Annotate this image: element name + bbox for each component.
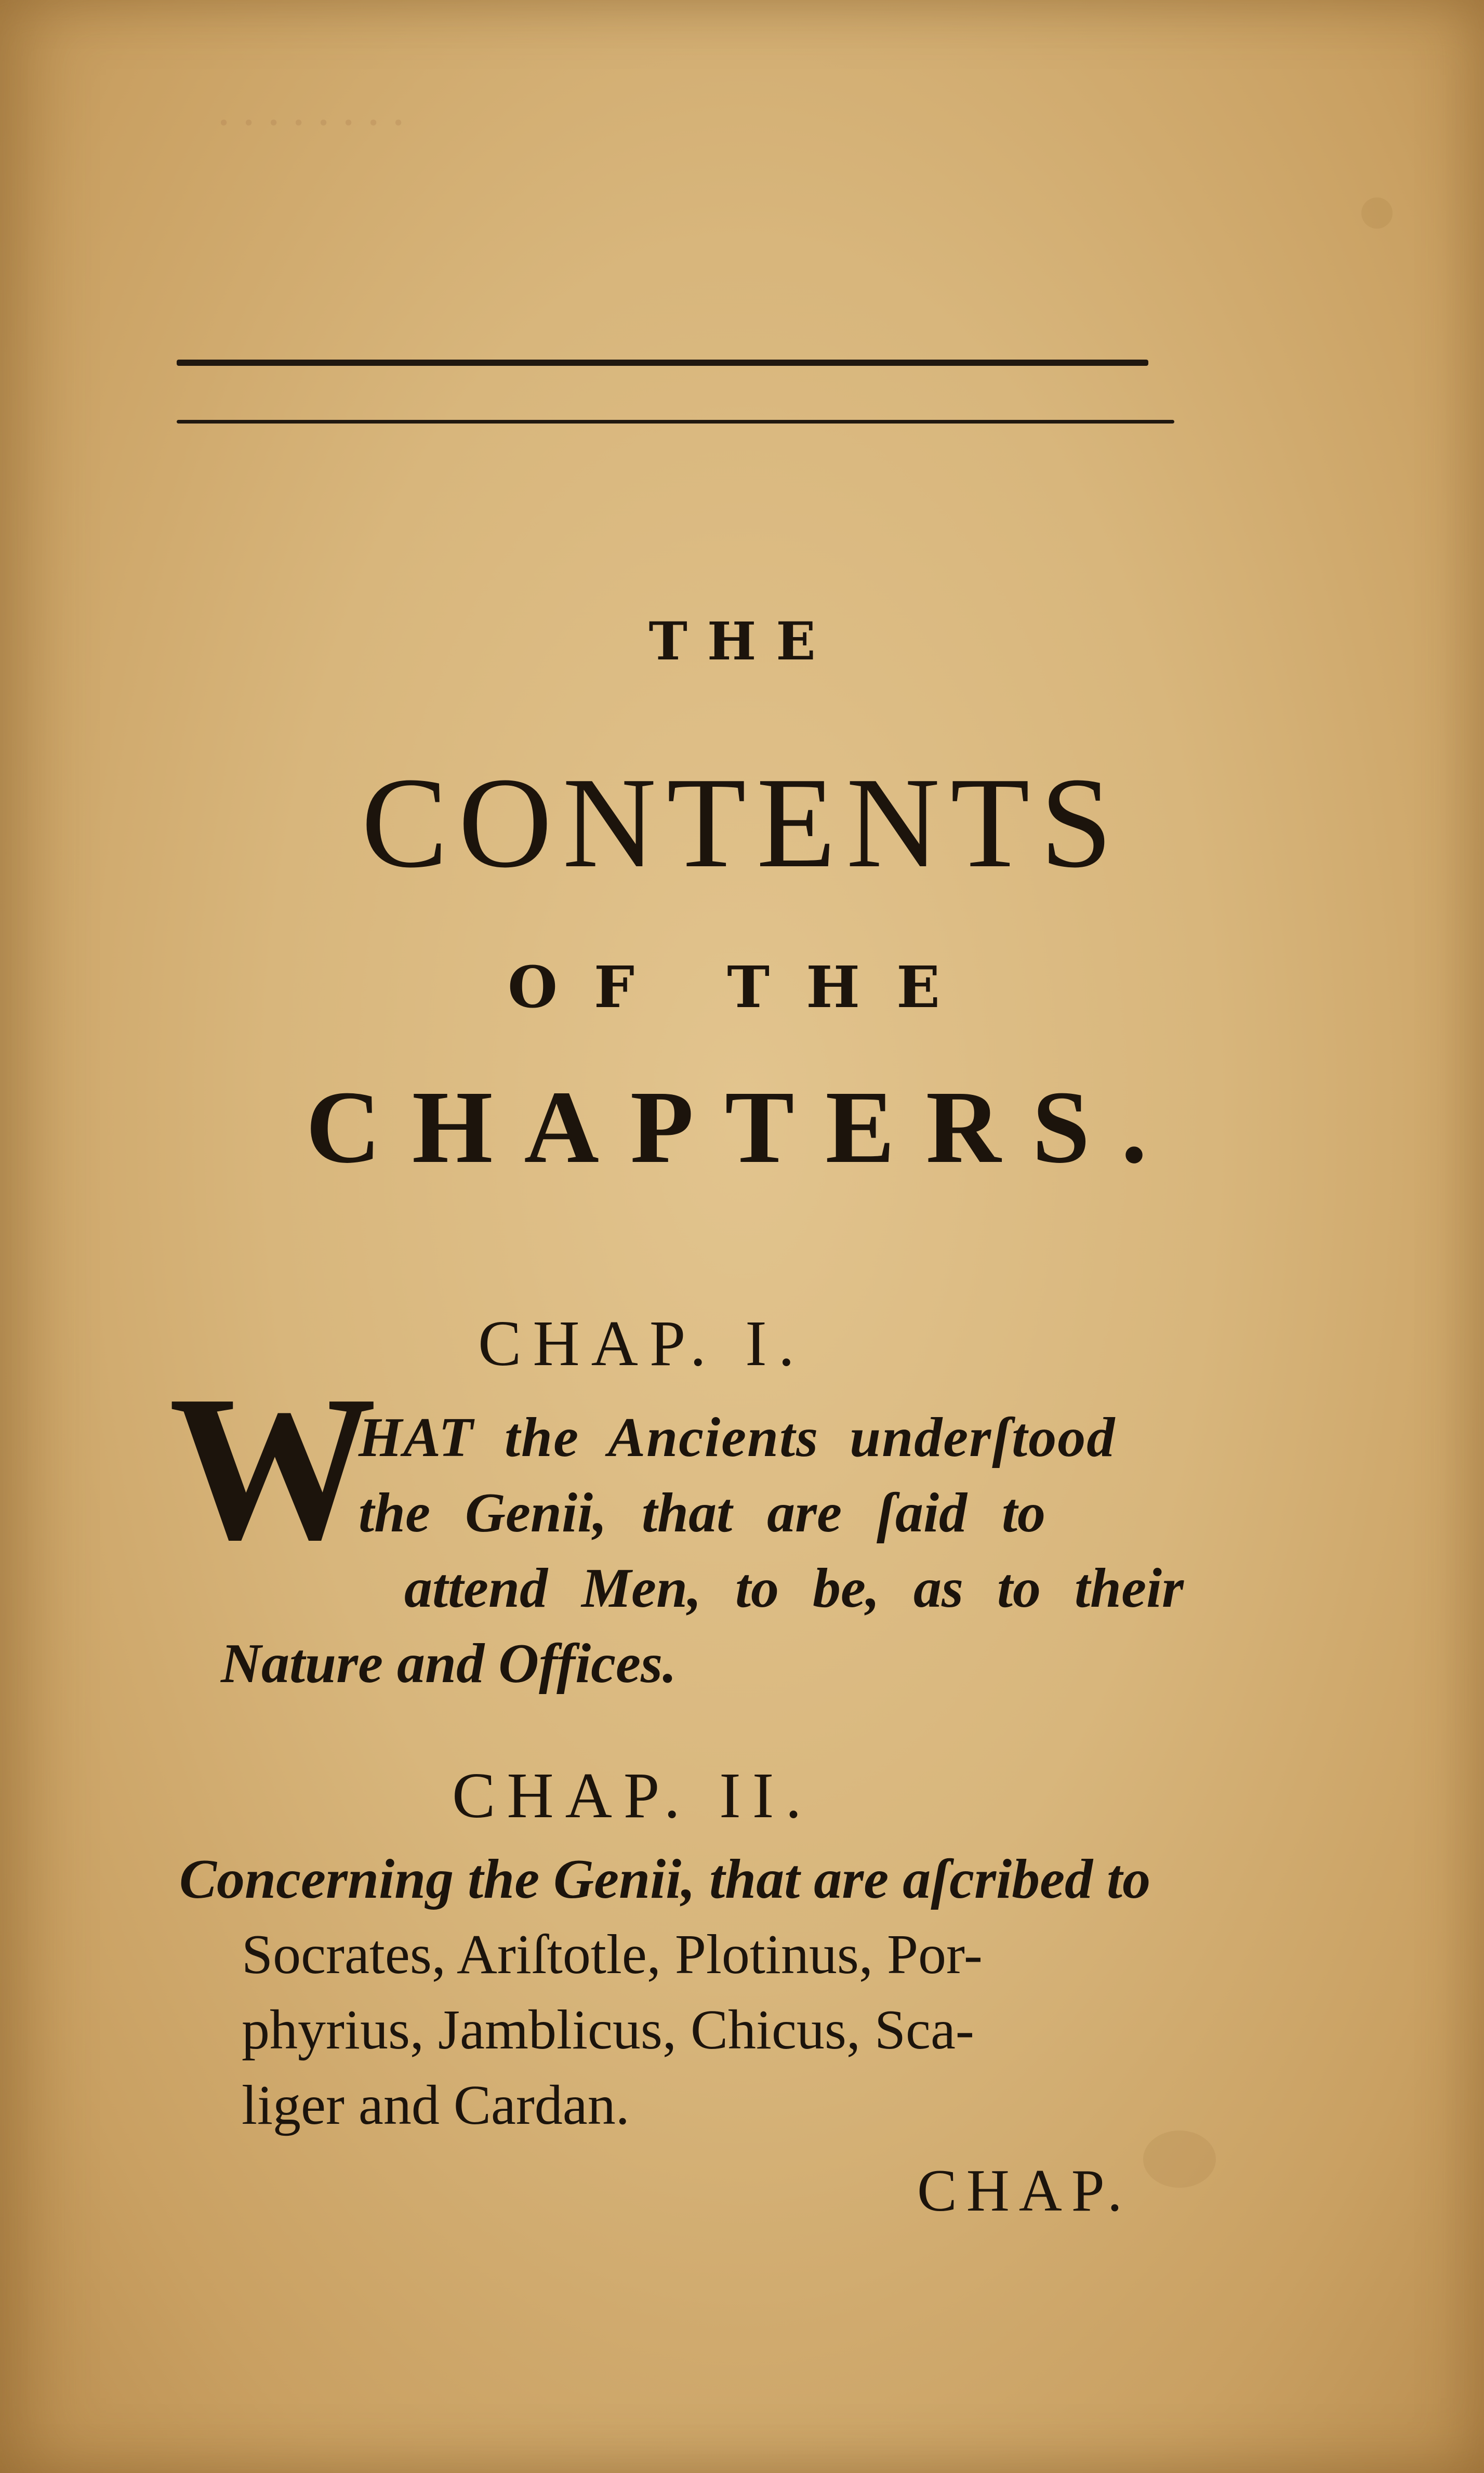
heading-of-the: OF THE xyxy=(508,954,976,1021)
drop-cap-letter: W xyxy=(169,1353,377,1583)
second-rule xyxy=(177,420,1174,424)
chapter-1-line-2: the Genii, that are ſaid to xyxy=(359,1482,1046,1544)
chapter-2-heading: CHAP. II. xyxy=(452,1760,813,1832)
chapter-2-line-2: Socrates, Ariſtotle, Plotinus, Por- xyxy=(242,1924,983,1986)
chapter-2-line-3: phyrius, Jamblicus, Chicus, Sca- xyxy=(242,1999,974,2061)
catchword: CHAP. xyxy=(917,2158,1132,2224)
chapter-1-line-4: Nature and Offices. xyxy=(221,1633,677,1695)
heading-contents: CONTENTS xyxy=(361,751,1123,895)
chapter-1-line-1: HAT the Ancients underſtood xyxy=(359,1407,1116,1469)
chapter-2-line-4: liger and Cardan. xyxy=(242,2074,630,2136)
heading-the: THE xyxy=(648,611,836,672)
bleed-through-text: · · · · · · · · xyxy=(218,95,405,150)
top-rule xyxy=(177,360,1148,366)
paper-stain xyxy=(1361,197,1393,229)
paper-stain xyxy=(1143,2131,1216,2188)
heading-chapters: CHAPTERS. xyxy=(306,1070,1178,1185)
chapter-1-line-3: attend Men, to be, as to their xyxy=(404,1557,1184,1619)
chapter-2-line-1: Concerning the Genii, that are aſcribed to xyxy=(179,1848,1151,1910)
chapter-1-heading: CHAP. I. xyxy=(478,1308,806,1380)
